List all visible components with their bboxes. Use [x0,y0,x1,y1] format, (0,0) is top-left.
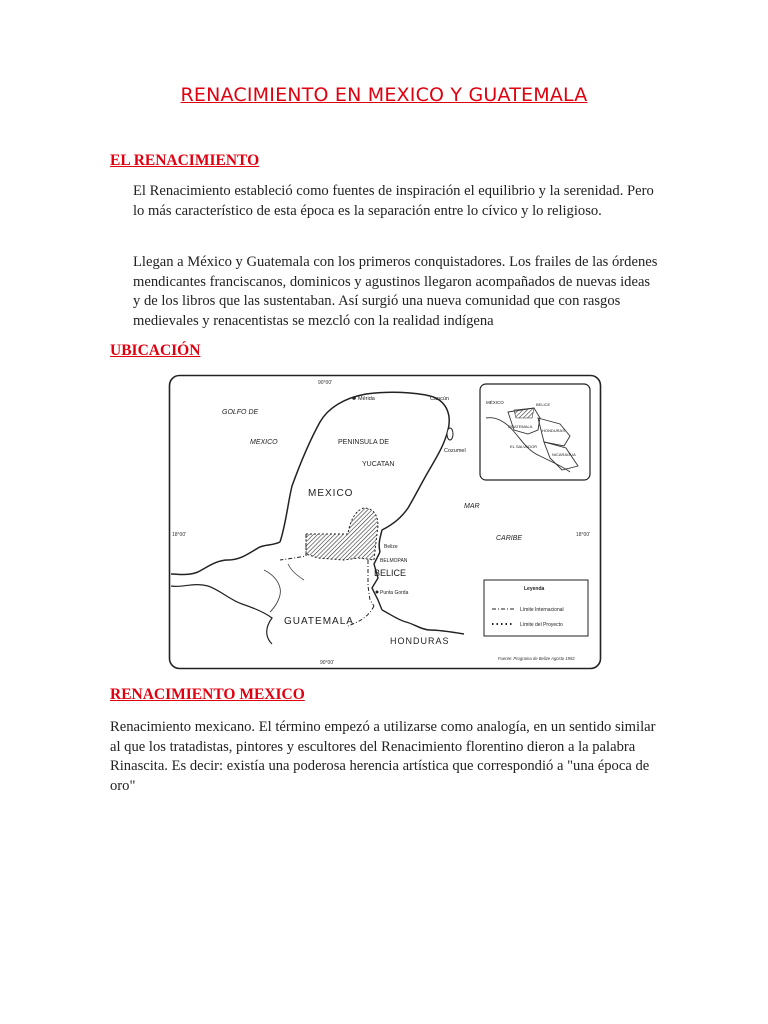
label-gulf-mexico: MEXICO [250,439,278,446]
heading-ubicacion: UBICACIÓN [110,342,201,359]
location-map [168,374,602,670]
label-belmopan: BELMOPAN [380,558,408,564]
city-dot [376,591,379,594]
label-guatemala: GUATEMALA [284,616,354,627]
label-mexico: MEXICO [308,488,354,499]
cozumel-island [447,428,453,440]
legend-project-label: Límite del Proyecto [520,622,563,628]
latitude-label-right: 18°00' [576,532,591,538]
label-cancun: Cancún [430,396,449,402]
inset-label-mexico: MÉXICO [486,400,504,405]
label-yucatan: YUCATAN [362,461,395,468]
inset-label-belice: BELICE [536,402,551,407]
latitude-label: 18°00' [172,532,187,538]
heading-el-renacimiento: EL RENACIMIENTO [110,152,260,169]
legend-title: Leyenda [524,586,545,592]
label-peninsula: PENINSULA DE [338,439,389,446]
inset-label-honduras: HONDURAS [542,428,565,433]
longitude-label: 90°00' [318,380,333,386]
label-golfo: GOLFO DE [222,409,259,416]
paragraph-text: El Renacimiento estableció como fuentes de inspiración el equilibrio y la serenidad. Pero lo más característico de esta época es la separación entre lo cívico y lo religioso. [133,183,654,219]
label-belice: BELICE [374,568,407,578]
document-title: RENACIMIENTO EN MEXICO Y GUATEMALA [180,84,588,106]
longitude-label-bottom: 90°00' [320,660,335,666]
inset-label-el-salvador: EL SALVADOR [510,444,538,449]
inset-label-nicaragua: NICARAGUA [552,452,576,457]
label-belize-city: Belize [384,544,398,550]
paragraph-text: Llegan a México y Guatemala con los primeros conquistadores. Los frailes de las órdenes mendicantes franciscanos, dominicos y agustinos llegaron acompañados de nuevas ideas y de los libros que las sustentaban. Así surgió una nueva comunidad que con rasgos medievales y renacentistas se mezcló con la realidad indígena [133,254,658,329]
label-cozumel: Cozumel [444,448,466,454]
label-mar: MAR [464,503,480,510]
paragraph-1 [133,182,661,221]
inset-label-guatemala: GUATEMALA [508,424,533,429]
heading-renacimiento-mexico: RENACIMIENTO MEXICO [110,686,305,703]
paragraph-2 [133,253,661,331]
inset-project [514,408,534,418]
label-caribe: CARIBE [496,535,523,542]
paragraph-text: Renacimiento mexicano. El término empezó a utilizarse como analogía, en un sentido similar al que los tratadistas, pintores y escultores del Renacimiento florentino dieron a la palabra Rinascita. Es decir: existía una poderosa herencia artística que correspondió a "una época de oro" [110,719,656,794]
inset-frame [480,384,590,480]
legend-international-label: Límite Internacional [520,607,564,613]
label-merida: Mérida [358,396,375,402]
label-punta-gorda: Punta Gorda [380,590,409,596]
map-source: Fuente: Programa de Belize Agosto 1992 [498,656,575,661]
paragraph-3 [110,718,658,796]
label-honduras: HONDURAS [390,636,450,646]
city-dot [352,396,356,400]
